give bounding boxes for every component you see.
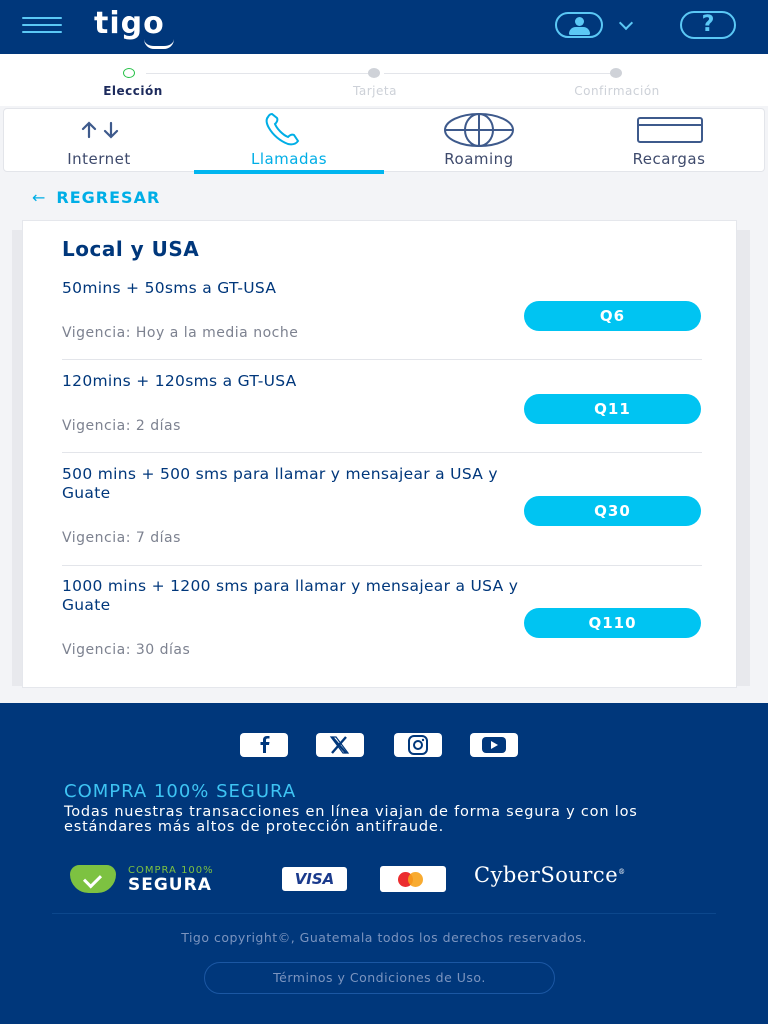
plan-name: 120mins + 120sms a GT-USA: [62, 372, 297, 390]
plan-name: 50mins + 50sms a GT-USA: [62, 279, 277, 297]
chevron-down-icon[interactable]: [618, 15, 634, 31]
plan-validity: Vigencia: 2 días: [62, 418, 181, 434]
footer: [0, 703, 768, 1024]
card-title: Local y USA: [62, 237, 200, 261]
step-dot-confirmacion: [610, 68, 622, 78]
facebook-button[interactable]: [240, 733, 288, 757]
plan-item: [62, 372, 702, 452]
secure-title: COMPRA 100% SEGURA: [64, 781, 297, 802]
back-button[interactable]: ← REGRESAR: [32, 188, 161, 207]
tab-llamadas[interactable]: [194, 109, 384, 173]
progress-stepper: [0, 54, 768, 106]
menu-icon[interactable]: [22, 17, 62, 37]
tab-label: Llamadas: [250, 150, 328, 168]
step-label-eleccion: Elección: [103, 84, 163, 98]
terms-link[interactable]: Términos y Condiciones de Uso.: [204, 962, 555, 994]
tab-label: Recargas: [632, 150, 706, 168]
plan-name: 1000 mins + 1200 sms para llamar y mensajear a USA y Guate: [62, 577, 519, 614]
user-account-button[interactable]: [555, 12, 603, 38]
plan-validity: Vigencia: 30 días: [62, 642, 191, 658]
step-dot-tarjeta: [368, 68, 380, 78]
plan-validity: Vigencia: Hoy a la media noche: [62, 325, 299, 341]
copyright-text: Tigo copyright©, Guatemala todos los derechos reservados.: [181, 930, 587, 945]
tigo-logo[interactable]: tigo: [94, 6, 165, 41]
instagram-button[interactable]: [394, 733, 442, 757]
tab-recargas[interactable]: [574, 109, 764, 173]
secure-text: Todas nuestras transacciones en línea viajan de forma segura y con los estándares más altos de protección antifraude.: [64, 804, 638, 835]
tab-label: Roaming: [444, 150, 514, 168]
x-icon: [316, 733, 364, 757]
plan-item: [62, 465, 702, 565]
plan-validity: Vigencia: 7 días: [62, 530, 181, 546]
arrow-left-icon: ←: [32, 188, 47, 207]
visa-logo: VISA: [282, 867, 347, 891]
category-tabs: [3, 108, 765, 172]
user-icon: [575, 17, 584, 26]
plan-name: 500 mins + 500 sms para llamar y mensajear a USA y Guate: [62, 465, 498, 502]
active-tab-indicator: [194, 170, 384, 174]
cybersource-logo: CyberSource®: [474, 863, 626, 887]
step-dot-eleccion: [123, 68, 135, 78]
arrows-updown-icon: [77, 119, 125, 141]
plans-card: [22, 220, 737, 688]
instagram-icon: [394, 733, 442, 757]
mastercard-logo: [380, 866, 446, 892]
step-label-confirmacion: Confirmación: [574, 84, 660, 98]
plan-price-button[interactable]: Q11: [524, 394, 701, 424]
plan-price-button[interactable]: Q30: [524, 496, 701, 526]
phone-icon: [262, 113, 314, 147]
plan-price-button[interactable]: Q110: [524, 608, 701, 638]
step-label-tarjeta: Tarjeta: [353, 84, 397, 98]
shield-check-icon: [70, 865, 116, 893]
globe-icon: [442, 112, 516, 148]
facebook-icon: [240, 733, 288, 757]
card-icon: [636, 116, 704, 144]
plan-item: [62, 577, 702, 677]
plan-item: [62, 279, 702, 359]
tab-roaming[interactable]: [384, 109, 574, 173]
tab-label: Internet: [67, 150, 131, 168]
x-twitter-button[interactable]: [316, 733, 364, 757]
help-button[interactable]: ?: [680, 11, 736, 39]
plan-price-button[interactable]: Q6: [524, 301, 701, 331]
youtube-icon: [470, 733, 518, 757]
tab-internet[interactable]: [4, 109, 194, 173]
youtube-button[interactable]: [470, 733, 518, 757]
top-header: [0, 0, 768, 54]
secure-purchase-badge: COMPRA 100% SEGURA: [70, 863, 255, 895]
